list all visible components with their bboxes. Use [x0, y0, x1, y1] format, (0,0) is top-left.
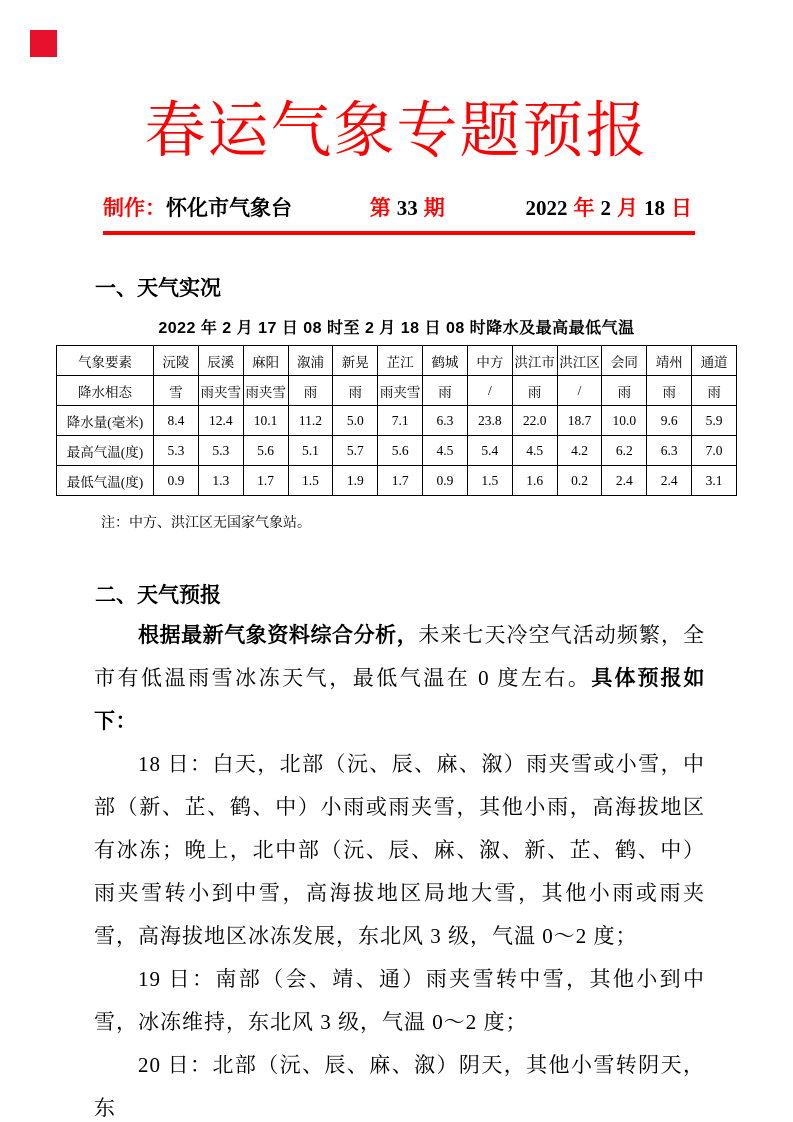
forecast-body — [94, 614, 705, 1122]
producer-label: 制作： — [103, 196, 166, 220]
table-cell: 5.1 — [288, 436, 333, 466]
date-month-unit: 月 — [617, 196, 638, 220]
table-cell: 0.9 — [423, 466, 468, 496]
table-cell: 雨 — [602, 376, 647, 406]
weather-table-body — [57, 376, 737, 496]
forecast-intro-regular: 未来七天冷空气活动频繁，全市有低温雨雪冰冻天气，最低气温在 0 度左右。 — [94, 623, 706, 690]
table-cell: 7.0 — [692, 436, 737, 466]
table-station-header: 新晃 — [333, 346, 378, 376]
forecast-paragraph-day18: 18 日：白天，北部（沅、辰、麻、溆）雨夹雪或小雪，中部（新、芷、鹤、中）小雨或雨夹雪，其他小雨，高海拔地区有冰冻；晚上，北中部（沅、辰、麻、溆、新、芷、鹤、中）雨夹雪转小到中雪，高海拔地区局地大雪，其他小雨或雨夹雪，高海拔地区冰冻发展，东北风 3 级，气温 0～2 度； — [94, 752, 705, 948]
table-cell: 1.7 — [243, 466, 288, 496]
table-cell: 10.1 — [243, 406, 288, 436]
table-cell: 2.4 — [602, 466, 647, 496]
table-cell: 1.9 — [333, 466, 378, 496]
table-station-header: 靖州 — [647, 346, 692, 376]
table-cell: 雨 — [333, 376, 378, 406]
table-cell: 4.5 — [423, 436, 468, 466]
table-cell: 23.8 — [467, 406, 512, 436]
table-row — [57, 436, 737, 466]
table-cell: 11.2 — [288, 406, 333, 436]
section1-heading: 一、天气实况 — [95, 276, 221, 300]
section2-heading: 二、天气预报 — [95, 583, 221, 607]
table-cell: 5.0 — [333, 406, 378, 436]
date-block — [523, 192, 696, 222]
date-month: 2 — [600, 196, 611, 220]
table-cell: 5.9 — [692, 406, 737, 436]
table-cell: 3.1 — [692, 466, 737, 496]
table-cell: 5.6 — [243, 436, 288, 466]
table-cell: 0.2 — [557, 466, 602, 496]
table-cell: 雪 — [154, 376, 199, 406]
forecast-paragraph-day20: 20 日：北部（沅、辰、麻、溆）阴天，其他小雪转阴天，东 — [94, 1053, 705, 1120]
issue-number: 33 — [396, 196, 418, 220]
table-station-header: 麻阳 — [243, 346, 288, 376]
table-station-header: 沅陵 — [154, 346, 199, 376]
table-cell: 雨 — [288, 376, 333, 406]
table-cell: 2.4 — [647, 466, 692, 496]
forecast-paragraph-day19: 19 日：南部（会、靖、通）雨夹雪转中雪，其他小到中雪，冰冻维持，东北风 3 级，气温 0～2 度； — [94, 967, 705, 1034]
table-cell: / — [557, 376, 602, 406]
table-cell: 5.4 — [467, 436, 512, 466]
table-cell: 4.2 — [557, 436, 602, 466]
table-cell: / — [467, 376, 512, 406]
table-cell: 5.7 — [333, 436, 378, 466]
weather-table — [56, 345, 737, 496]
date-year: 2022 — [525, 196, 568, 220]
table-cell: 9.6 — [647, 406, 692, 436]
table-row-label: 最低气温(度) — [57, 466, 154, 496]
table-cell: 18.7 — [557, 406, 602, 436]
table-cell: 雨夹雪 — [378, 376, 423, 406]
table-cell: 1.6 — [512, 466, 557, 496]
issue-suffix: 期 — [423, 196, 445, 220]
table-station-header: 辰溪 — [198, 346, 243, 376]
table-row — [57, 466, 737, 496]
table-cell: 6.3 — [647, 436, 692, 466]
table-cell: 6.2 — [602, 436, 647, 466]
table-station-header: 会同 — [602, 346, 647, 376]
table-cell: 雨夹雪 — [198, 376, 243, 406]
table-corner-cell: 气象要素 — [57, 346, 154, 376]
forecast-intro-paragraph — [94, 614, 705, 743]
table-station-header: 中方 — [467, 346, 512, 376]
table-cell: 1.5 — [467, 466, 512, 496]
table-cell: 雨 — [647, 376, 692, 406]
table-cell: 10.0 — [602, 406, 647, 436]
table-cell: 0.9 — [154, 466, 199, 496]
table-station-header: 洪江区 — [557, 346, 602, 376]
date-year-unit: 年 — [573, 196, 595, 220]
table-cell: 1.7 — [378, 466, 423, 496]
table-station-header: 芷江 — [378, 346, 423, 376]
table-row-label: 降水量(毫米) — [57, 406, 154, 436]
table-cell: 5.3 — [198, 436, 243, 466]
producer-value: 怀化市气象台 — [166, 196, 292, 220]
table-row-label: 降水相态 — [57, 376, 154, 406]
table-cell: 22.0 — [512, 406, 557, 436]
red-square-mark — [30, 30, 57, 57]
table-cell: 7.1 — [378, 406, 423, 436]
table-note: 注：中方、洪江区无国家气象站。 — [101, 516, 311, 531]
masthead-info-row — [103, 192, 695, 235]
table-cell: 6.3 — [423, 406, 468, 436]
forecast-intro-bold-tail: 具体预报如下： — [94, 667, 705, 733]
table-cell: 1.3 — [198, 466, 243, 496]
table-row-label: 最高气温(度) — [57, 436, 154, 466]
table-cell: 雨夹雪 — [243, 376, 288, 406]
date-day-unit: 日 — [671, 196, 692, 220]
table-row — [57, 406, 737, 436]
issue-prefix: 第 — [369, 196, 391, 220]
table-cell: 雨 — [512, 376, 557, 406]
table-cell: 1.5 — [288, 466, 333, 496]
table-cell: 4.5 — [512, 436, 557, 466]
table-cell: 5.6 — [378, 436, 423, 466]
table-station-header: 溆浦 — [288, 346, 333, 376]
table-row — [57, 376, 737, 406]
issue-block — [367, 192, 448, 222]
weather-table-head-row — [57, 346, 737, 376]
producer-block — [103, 192, 292, 222]
table-station-header: 洪江市 — [512, 346, 557, 376]
table-cell: 12.4 — [198, 406, 243, 436]
table-cell: 雨 — [423, 376, 468, 406]
document-title: 春运气象专题预报 — [144, 98, 649, 165]
date-day: 18 — [644, 196, 665, 220]
table-station-header: 鹤城 — [423, 346, 468, 376]
table-cell: 5.3 — [154, 436, 199, 466]
table-cell: 雨 — [692, 376, 737, 406]
table-station-header: 通道 — [692, 346, 737, 376]
forecast-intro-bold-lead: 根据最新气象资料综合分析， — [138, 624, 419, 647]
weather-table-title: 2022 年 2 月 17 日 08 时至 2 月 18 日 08 时降水及最高最低气温 — [158, 320, 635, 337]
table-cell: 8.4 — [154, 406, 199, 436]
